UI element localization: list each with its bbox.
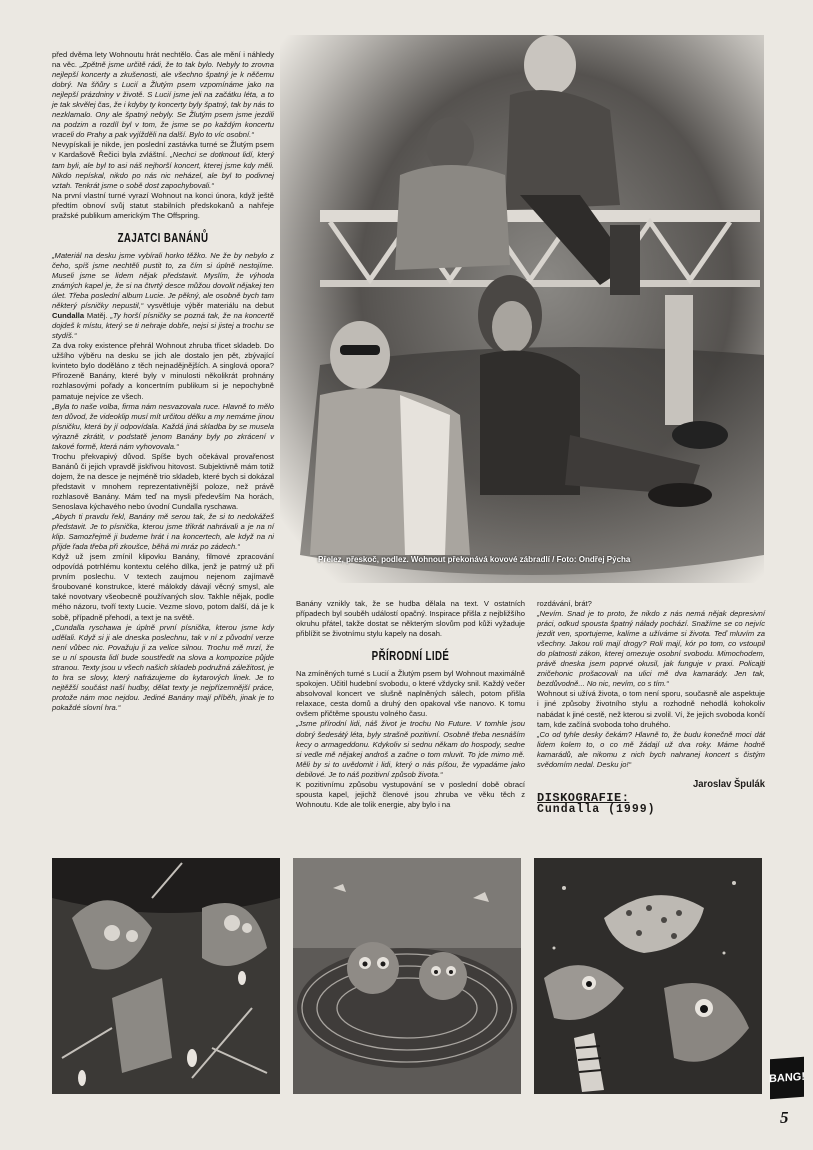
section-heading: ZAJATCI BANÁNŮ <box>117 230 209 245</box>
paragraph: rozdávání, brát? <box>537 599 592 608</box>
middle-column <box>296 599 525 810</box>
discography-heading: DISKOGRAFIE: <box>537 790 630 805</box>
paragraph: „Materiál na desku jsme vybírali horko těžko. Ne že by nebylo z čeho, spíš jsme nechtěli pustit to, za čím si úplně nestojíme. Museli jsme se lidem nějak představit. Myslím, že výhoda známých kapel je, že si na čtvrtý desce můžou dovolit nějakej ten úlet. Třeba poslední album Lucie. Je pěkný, ale osobně bych tam některý písničky nepustil,“ vysvětluje výběr materiálu na debut Cundalla Matěj. „Ty horší písničky se pozná tak, že na koncertě dojdeš k místu, který se ti nehraje dobře, nejsi si jistej a trochu se stydíš.“ <box>52 250 274 341</box>
quote-paragraph: „Abych ti pravdu řekl, Banány mě serou tak, že si to nedokážeš představit. Je to písnička, kterou jsme třikrát nahrávali a je na ní klip. Samozřejmě ji budeme hrát i na koncertech, ale když na ni přijde řada třeba při zkoušce, běhá mi mráz po zádech.“ <box>52 512 274 552</box>
illustration-fish <box>534 858 762 1094</box>
author-signature: Jaroslav Špulák <box>693 777 765 790</box>
page-number: 5 <box>780 1108 789 1127</box>
discography-item: Cundalla (1999) <box>537 802 656 816</box>
band-photo <box>280 35 764 583</box>
illustration-swimmers <box>293 858 521 1094</box>
paragraph: Když už jsem zmínil klipovku Banány, filmové zpracování odpovídá potrhlému kontextu celého dílka, jenž je patrný už při prvním poslechu. V textech zaujmou nejenom zajímavě šroubované konstrukce, které málokdy dávají věcný smysl, ale také novotvary všeobecně používaných slov. Takhle nějak, podle mého názoru, tvoří texty Lucie. Vezme slovo, potom další, dá je k sobě, případně přehodí, a text je na světě. <box>52 552 274 622</box>
section-heading: PŘÍRODNÍ LIDÉ <box>371 649 450 664</box>
quote-paragraph: „Co od tyhle desky čekám? Hlavně to, že budu konečně moci dát lidem kolem to, o co mě žádají už dva roky. Máme hodně kamarádů, ale nikomu z nich bych nahranej koncert s čistým svědomím nedal. Desku jo!“ <box>537 729 765 769</box>
paragraph: Na první vlastní turné vyrazí Wohnout na konci února, když ještě předtím obnoví svůj statut stabilních předskokanů a nahřeje pražské publikum americkým The Offspring. <box>52 190 274 220</box>
paragraph: Banány vznikly tak, že se hudba dělala na text. V ostatních případech byl souběh událostí opačný. Inspirace přišla z nejbližšího okruhu přátel, takže dostat se některým slovům pod kůži vyžaduje přiblížit se životnímu stylu kapely na dosah. <box>296 599 525 639</box>
quote-paragraph: „Nevím. Snad je to proto, že nikdo z nás nemá nějak depresivní práci, odkud spousta špatný nálady pochází. Snažíme se co nejvíc jezdit ven, sportujeme, kalíme a užíváme si života. Teď mluvím za všechny. Jakou roli mají drogy? Roli mají, kór po tom, co vstoupil do platnosti zákon, kterej omezuje osobní svobodu. Mimochodem, právě dneska jsem poprvé okusil, jak funguje v praxi. Policajti zničehonic prošacovali na ulici mě dva kamarády. Jen tak, bezdůvodně... No nic, nevím, co s tím.“ <box>537 609 765 689</box>
right-column <box>537 599 765 815</box>
paragraph: před dvěma lety Wohnoutu hrát nechtělo. Čas ale mění i náhledy na věc. „Zpětně jsme určitě rádi, že to tak bylo. Nebyly to zrovna nejlepší koncerty a zkušenosti, ale všechno špatný je k něčemu dobrý. Na šňůry s Lucií a Žlutým psem vzpomínáme jako na nejlepší prázdniny v životě. S Lucií jsme jeli na začátku léta, a to je tak skvělej čas, že i kdyby ty koncerty byly špatný, tak by nás to nezklamalo. Ony ale špatný nebyly. Se Žlutým psem jsme jezdili na podzim a rozdíl byl v tom, že jsme se po každým koncertu vraceli do Prahy a pak vyjížděli na další. Bylo to víc osobní.“ <box>52 50 274 140</box>
paragraph: Nevypískali je nikde, jen poslední zastávka turné se Žlutým psem v Kardašově Řečici byla zvláštní. „Nechci se dotknout lidí, který tam byli, ale byl to asi náš nejhorší koncert, kterej jsme kdy měli. Nikdo nepískal, nikdo po nás nic neházel, ale byl to podivnej vztah. Tenkrát jsme o sobě dost zapochybovali.“ <box>52 140 274 190</box>
paragraph: Trochu překvapivý důvod. Spíše bych očekával provařenost Banánů či jejich vpravdě jiskřivou hitovost. Subjektivně mám totiž dojem, že na desce je nejméně trio skladeb, které bych si dokázal představit v mnohem reprezentativnější poloze, než právě rozhlasově Banány. Mám teď na mysli především Na horách, Senoslava kýchavého nebo úvodní Cundalla ryschawa. <box>52 451 274 512</box>
magazine-logo: BANG! <box>770 1057 804 1099</box>
quote-paragraph: „Cundalla ryschawa je úplně první písnička, kterou jsme kdy udělali. Když si ji ale dneska poslechnu, tak v ní z původní verze není vůbec nic. Považuju ji za velice silnou. Trochu mě mrzí, že se u ní spousta lidí bude soustředit na slova a kompozice půjde stranou. Texty jsou u všech našich skladeb podružná záležitost, je to hra se slovy, který nafrázujeme do kytarových linek. Je to nejtěžší součást naší hudby, dělat texty je nejpřízemnější práce, protože nám moc nejdou. Jediné Banány mají příběh, jinak je to pokaždé slovní hra.“ <box>52 622 274 712</box>
paragraph: Na zmíněných turné s Lucií a Žlutým psem byl Wohnout maximálně spokojen. Učitil hudební svobodu, o které vždycky snil. Každý večer absolvoval koncert ve slušně naplněných sálech, potom přišla relaxace, cesta domů a druhý den opakoval vše nanovo. K tomu ovšem přičtěme spoustu volného času. <box>296 669 525 719</box>
photo-caption: Přelez, přeskoč, podlez. Wohnout překonává kovové zábradlí / Foto: Ondřej Pýcha <box>318 555 631 564</box>
paragraph: Wohnout si užívá života, o tom není sporu, současně ale aspektuje i jiné způsoby životního stylu a rozhodně nehodlá kohokoliv nabádat k jiné cestě, než kterou si zvolil. Ví, že jejich svoboda končí tam, kde začíná svoboda toho druhého. <box>537 689 765 729</box>
left-column <box>52 50 274 713</box>
paragraph: Za dva roky existence přehrál Wohnout zhruba třicet skladeb. Do užšího výběru na desku se jich ale dostalo jen pět, zbývající kvinteto bylo doděláno z těch nejnadějnějších. A singlová opora? Přirozeně Banány, které byly v minulosti několikrát prohnány rozhlasovými pořady a koncertním publikum si je nepochybně pamatuje nejvíce ze všech. <box>52 341 274 401</box>
quote-paragraph: „Jsme přírodní lidi, náš život je trochu No Future. V tomhle jsou dobrý šedesátý léta, byly strašně pozitivní. Osobně třeba nesnáším kecy o armageddonu. Kdykoliv si sednu někam do hospody, sedne si vedle mě nějakej androš a začne o tom mluvit. To jde mimo mě. Měli by si to uvědomit i lidi, který o nás píšou, že vypadáme jako debilové. Je to náš pozitivní způsob života.“ <box>296 719 525 779</box>
quote-paragraph: „Byla to naše volba, firma nám nesvazovala ruce. Hlavně to mělo ten důvod, že videoklip musí mít určitou délku a my nemáme jinou písničku, která by jí odpovídala. Každá jiná skladba by se musela výrazně zkrátit, v podstatě jenom Banány byly po zkrácení v takové formě, která nám vyhovovala.“ <box>52 401 275 451</box>
paragraph: K pozitivnímu způsobu vystupování se v poslední době obrací spousta kapel, jejichž členové jsou zhruba ve věku těch z Wohnoutu. Kde ale tolik energie, aby bylo i na <box>296 779 525 809</box>
illustration-insects <box>52 858 280 1094</box>
